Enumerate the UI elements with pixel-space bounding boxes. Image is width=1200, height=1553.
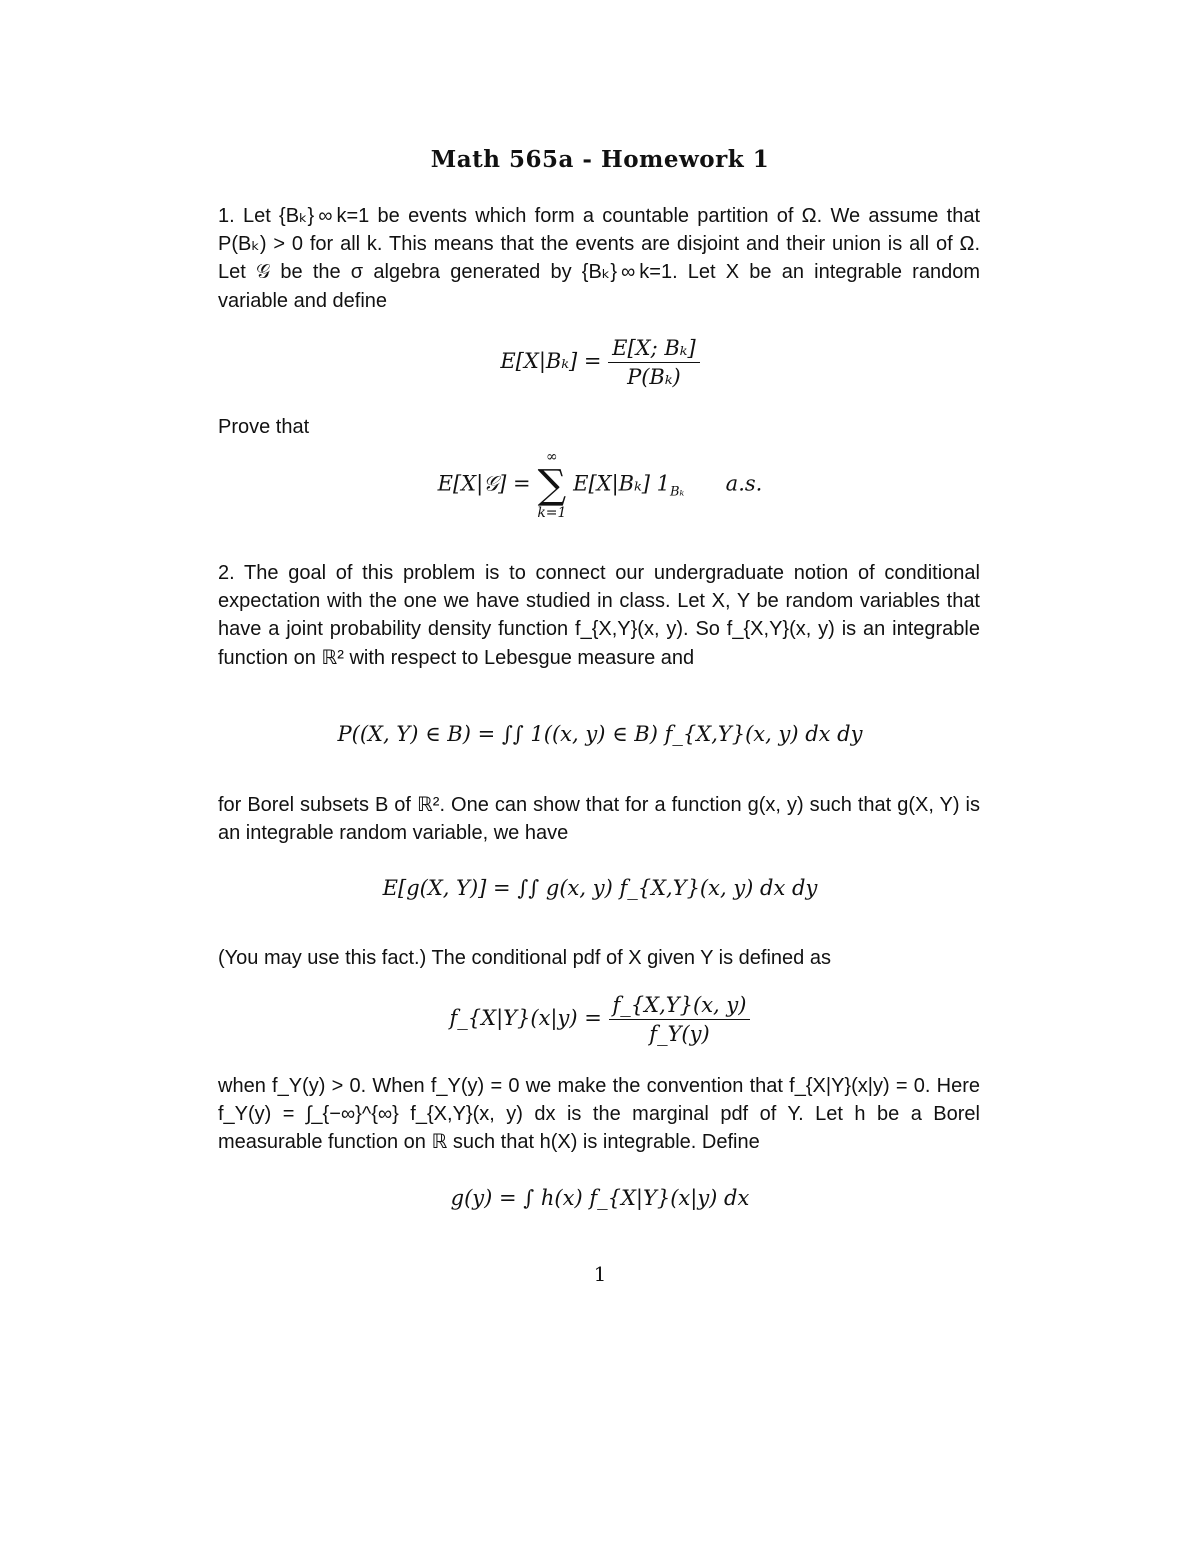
sigma-symbol: ∑: [537, 462, 567, 508]
marginal-pdf-text: when f_Y(y) > 0. When f_Y(y) = 0 we make the convention that f_{X|Y}(x|y) = 0. Here f_Y(y) = ∫_{−∞}^{∞} f_{X,Y}(x, y) dx is the marginal pdf of Y. Let h be a Borel measurable function on ℝ such that h(X) is integrable. Define: [218, 1075, 980, 1154]
joint-probability-equation: P((X, Y) ∈ B) = ∫∫ 1((x, y) ∈ B) f_{X,Y}(x, y) dx dy: [337, 722, 863, 746]
eq-denominator: P(Bₖ): [627, 365, 681, 389]
cond-pdf-numerator: f_{X,Y}(x, y): [609, 993, 751, 1020]
eq-fraction: [608, 336, 700, 389]
sum-lower-limit: k=1: [537, 505, 567, 521]
g-definition-equation: g(y) = ∫ h(x) f_{X|Y}(x|y) dx: [450, 1186, 750, 1210]
borel-subsets-text: for Borel subsets B of ℝ². One can show that for a function g(x, y) such that g(X, Y) is an integrable random variable, we have: [218, 794, 980, 845]
sum-identity: [0, 450, 1200, 520]
prove-that-text: Prove that: [218, 416, 310, 438]
eq-numerator: E[X; Bₖ]: [608, 336, 700, 363]
sum-upper-limit: ∞: [546, 449, 558, 465]
conditional-pdf-intro: (You may use this fact.) The conditional pdf of X given Y is defined as: [218, 947, 831, 969]
indicator-subscript: Bₖ: [670, 484, 685, 500]
problem-1-text: 1. Let {Bₖ} ∞ k=1 be events which form a countable partition of Ω. We assume that P(Bₖ) > 0 for all k. This means that the events are disjoint and their union is all of Ω. Let 𝒢 be the σ algebra generated by {Bₖ} ∞ k=1. Let X be an integrable random variable and define: [218, 205, 980, 312]
eq-lhs: E[X|Bₖ] =: [500, 349, 602, 373]
sum-lhs: E[X|𝒢] =: [437, 471, 531, 496]
summation-symbol: [537, 450, 566, 520]
expectation-equation: E[g(X, Y)] = ∫∫ g(x, y) f_{X,Y}(x, y) dx dy: [382, 876, 818, 900]
cond-pdf-lhs: f_{X|Y}(x|y) =: [449, 1006, 602, 1030]
problem-2-text: 2. The goal of this problem is to connect our undergraduate notion of conditional expectation with the one we have studied in class. Let X, Y be random variables that have a joint probability density function f_{X,Y}(x, y). So f_{X,Y}(x, y) is an integrable function on ℝ² with respect to Lebesgue measure and: [218, 562, 980, 669]
page-number: 1: [593, 1262, 607, 1286]
cond-pdf-denominator: f_Y(y): [649, 1022, 710, 1046]
sum-body: E[X|Bₖ] 1: [573, 471, 670, 496]
conditional-expectation-definition: [0, 336, 1200, 389]
page-title: Math 565a - Homework 1: [430, 146, 770, 173]
conditional-pdf-definition: [0, 993, 1200, 1046]
almost-surely: a.s.: [725, 471, 763, 496]
cond-pdf-fraction: [609, 993, 751, 1046]
